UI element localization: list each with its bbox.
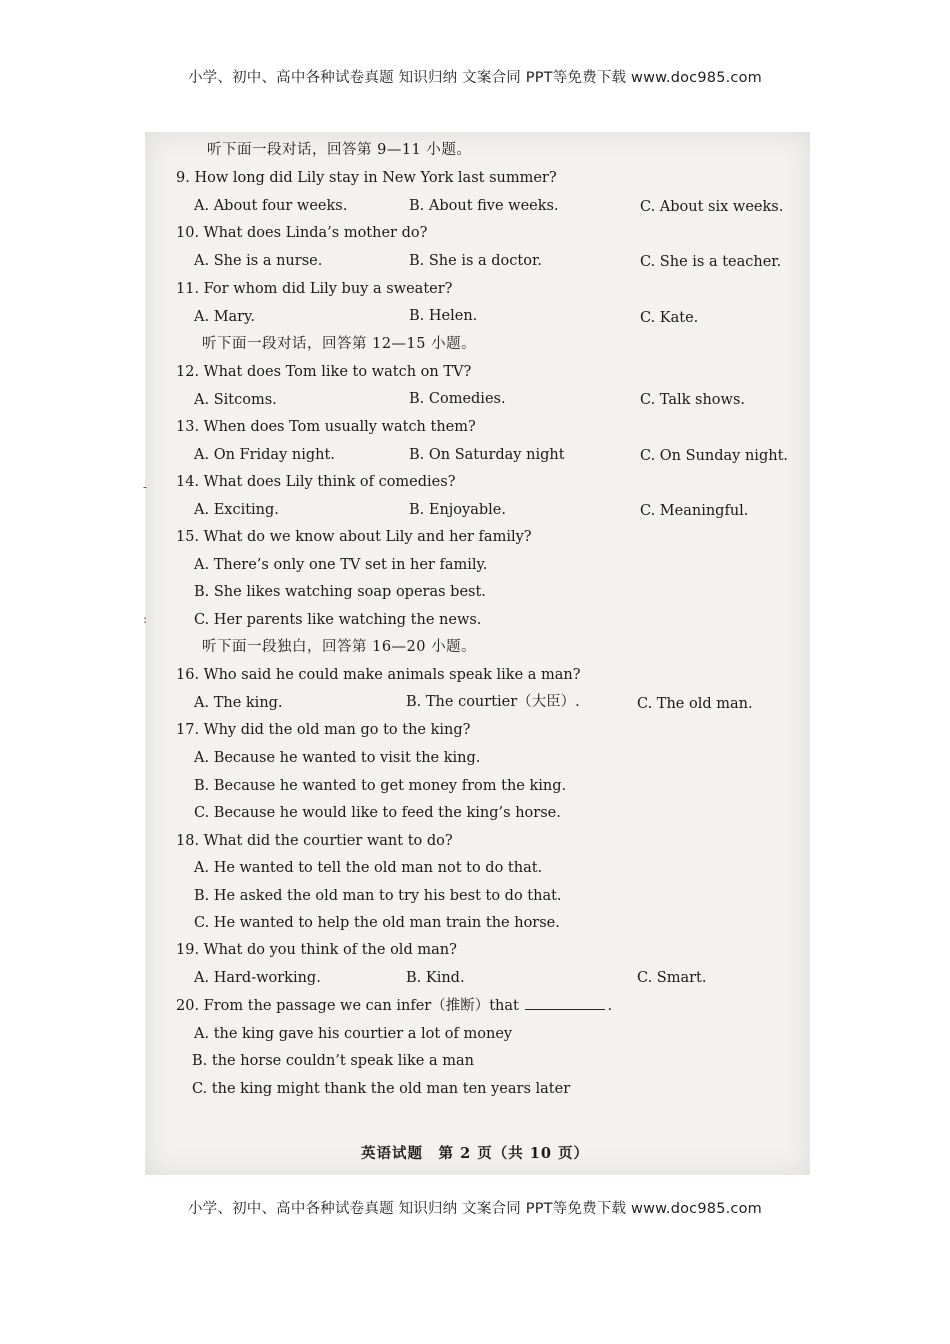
- option-a: A. The king.: [194, 695, 283, 711]
- option-a: A. Exciting.: [194, 502, 279, 518]
- option-a: A. About four weeks.: [194, 198, 348, 214]
- option-a: A. Sitcoms.: [194, 392, 277, 408]
- option-a: A. the king gave his courtier a lot of money: [194, 1026, 513, 1042]
- option-a: A. Because he wanted to visit the king.: [194, 750, 481, 766]
- option-a: A. Mary.: [194, 309, 255, 325]
- site-banner-bottom: 小学、初中、高中各种试卷真题 知识归纳 文案合同 PPT等免费下载 www.doc985.com: [187, 1201, 763, 1217]
- option-c: C. Meaningful.: [640, 503, 749, 519]
- section-instruction: 听下面一段独白，回答第 16—20 小题。: [202, 639, 477, 655]
- question-stem: 11. For whom did Lily buy a sweater?: [176, 281, 453, 297]
- page-footer: 英语试题 第 2 页（共 10 页）: [361, 1145, 589, 1162]
- question-stem: 10. What does Linda’s mother do?: [176, 225, 428, 241]
- option-c: C. the king might thank the old man ten years later: [192, 1081, 571, 1097]
- option-a: A. On Friday night.: [194, 447, 335, 463]
- option-c: C. Kate.: [640, 310, 699, 326]
- option-c: C. Because he would like to feed the king’s horse.: [194, 805, 561, 821]
- section-instruction: 听下面一段对话，回答第 12—15 小题。: [202, 336, 477, 352]
- option-b: B. the horse couldn’t speak like a man: [192, 1053, 474, 1069]
- option-b: B. About five weeks.: [409, 198, 559, 214]
- question-stem: 9. How long did Lily stay in New York last summer?: [176, 170, 557, 186]
- option-b: B. The courtier（大臣）.: [406, 694, 580, 710]
- option-b: B. Comedies.: [409, 391, 506, 407]
- question-stem: 16. Who said he could make animals speak like a man?: [176, 667, 581, 683]
- option-a: A. She is a nurse.: [194, 253, 323, 269]
- scan-mark: -: [143, 480, 148, 494]
- site-banner-top: 小学、初中、高中各种试卷真题 知识归纳 文案合同 PPT等免费下载 www.doc985.com: [187, 70, 763, 86]
- question-stem: 15. What do we know about Lily and her family?: [176, 529, 532, 545]
- question-stem: 18. What did the courtier want to do?: [176, 833, 453, 849]
- option-c: C. About six weeks.: [640, 199, 784, 215]
- question-stem-text: 20. From the passage we can infer（推断）that: [176, 998, 519, 1014]
- option-c: C. Her parents like watching the news.: [194, 612, 482, 628]
- question-stem: 17. Why did the old man go to the king?: [176, 722, 471, 738]
- question-stem: 13. When does Tom usually watch them?: [176, 419, 476, 435]
- option-a: A. There’s only one TV set in her family.: [194, 557, 488, 573]
- option-b: B. Helen.: [409, 308, 478, 324]
- option-c: C. She is a teacher.: [640, 254, 782, 270]
- option-b: B. She is a doctor.: [409, 253, 542, 269]
- option-c: C. Smart.: [637, 970, 707, 986]
- question-stem-end: .: [607, 998, 613, 1014]
- scan-mark: :: [143, 612, 148, 626]
- section-instruction: 听下面一段对话，回答第 9—11 小题。: [207, 142, 472, 158]
- option-c: C. He wanted to help the old man train the horse.: [194, 915, 560, 931]
- option-c: C. On Sunday night.: [640, 448, 789, 464]
- question-stem: [176, 999, 612, 1014]
- option-c: C. Talk shows.: [640, 392, 745, 408]
- question-stem: 14. What does Lily think of comedies?: [176, 474, 456, 490]
- option-b: B. She likes watching soap operas best.: [194, 584, 486, 600]
- option-c: C. The old man.: [637, 696, 753, 712]
- option-b: B. On Saturday night: [409, 447, 565, 463]
- option-a: A. He wanted to tell the old man not to do that.: [194, 860, 543, 876]
- question-stem: 19. What do you think of the old man?: [176, 942, 457, 958]
- option-b: B. He asked the old man to try his best to do that.: [194, 888, 562, 904]
- option-b: B. Because he wanted to get money from the king.: [194, 778, 567, 794]
- option-b: B. Enjoyable.: [409, 502, 506, 518]
- question-stem: 12. What does Tom like to watch on TV?: [176, 364, 472, 380]
- answer-blank: [525, 1009, 605, 1010]
- option-a: A. Hard-working.: [194, 970, 321, 986]
- option-b: B. Kind.: [406, 970, 465, 986]
